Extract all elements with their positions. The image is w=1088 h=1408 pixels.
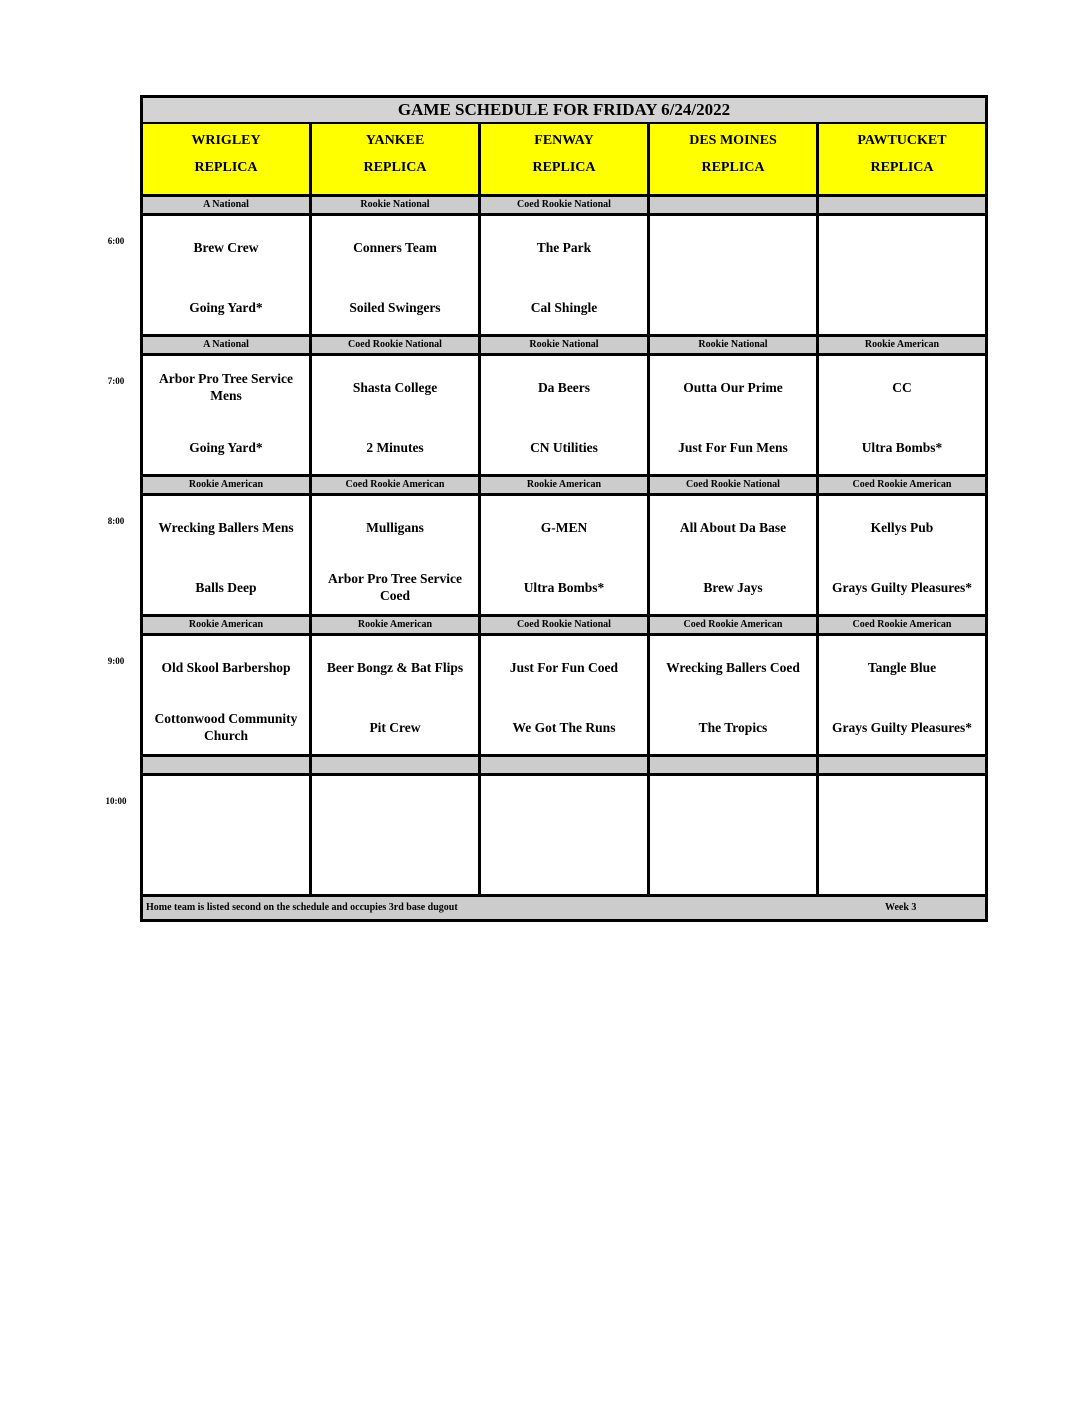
division-label: Coed Rookie National xyxy=(481,197,650,213)
time-label-10-00: 10:00 xyxy=(105,796,127,806)
field-name: WRIGLEY xyxy=(191,133,261,148)
away-team: G-MEN xyxy=(540,519,588,535)
field-name: DES MOINES xyxy=(689,133,777,148)
home-team: Grays Guilty Pleasures* xyxy=(832,719,972,735)
home-team: Arbor Pro Tree Service Coed xyxy=(327,571,463,603)
division-label: Coed Rookie American xyxy=(312,477,481,493)
home-team: Soiled Swingers xyxy=(349,299,441,315)
game-cell xyxy=(481,776,650,894)
away-team: Arbor Pro Tree Service Mens xyxy=(158,371,294,403)
home-team: Going Yard* xyxy=(189,299,263,315)
home-team: Ultra Bombs* xyxy=(861,439,943,455)
away-team: Wrecking Ballers Coed xyxy=(666,659,800,675)
away-team: Beer Bongz & Bat Flips xyxy=(326,659,464,675)
division-label: Coed Rookie American xyxy=(819,617,985,633)
field-header xyxy=(143,124,312,194)
game-cell xyxy=(143,496,312,614)
away-team: Tangle Blue xyxy=(867,659,937,675)
division-label xyxy=(312,757,481,773)
home-team: Brew Jays xyxy=(703,579,763,595)
game-cell xyxy=(481,636,650,754)
home-team: Going Yard* xyxy=(189,439,263,455)
division-label: Coed Rookie American xyxy=(650,617,819,633)
field-name: YANKEE xyxy=(365,133,425,148)
game-cell xyxy=(312,496,481,614)
game-cell xyxy=(143,776,312,894)
division-label: Rookie National xyxy=(312,197,481,213)
field-type: REPLICA xyxy=(194,160,258,175)
home-team: Ultra Bombs* xyxy=(523,579,605,595)
time-label-9-00: 9:00 xyxy=(107,656,125,666)
field-type: REPLICA xyxy=(363,160,427,175)
game-cell xyxy=(143,636,312,754)
division-label xyxy=(819,757,985,773)
game-cell xyxy=(819,216,985,334)
away-team: Conners Team xyxy=(353,239,437,255)
game-cell xyxy=(819,776,985,894)
division-label: Coed Rookie American xyxy=(819,477,985,493)
field-type: REPLICA xyxy=(870,160,934,175)
away-team: CC xyxy=(892,379,912,395)
field-header xyxy=(312,124,481,194)
field-name: PAWTUCKET xyxy=(857,133,947,148)
home-team: 2 Minutes xyxy=(366,439,424,455)
game-cell xyxy=(650,776,819,894)
division-label: Rookie National xyxy=(650,337,819,353)
game-cell xyxy=(312,216,481,334)
division-label: Rookie American xyxy=(143,617,312,633)
division-label: Rookie American xyxy=(143,477,312,493)
home-team: CN Utilities xyxy=(530,439,598,455)
away-team: Kellys Pub xyxy=(870,519,934,535)
away-team: The Park xyxy=(536,239,592,255)
division-row xyxy=(143,474,985,496)
division-label: Rookie American xyxy=(481,477,650,493)
division-label xyxy=(819,197,985,213)
away-team: Shasta College xyxy=(352,379,438,395)
time-label-7-00: 7:00 xyxy=(107,376,125,386)
home-team: Cottonwood Community Church xyxy=(154,711,298,743)
game-cell xyxy=(481,356,650,474)
game-cell xyxy=(481,216,650,334)
game-cell xyxy=(143,356,312,474)
game-cell xyxy=(312,776,481,894)
home-team: Balls Deep xyxy=(195,579,257,595)
division-label xyxy=(143,757,312,773)
away-team: Da Beers xyxy=(537,379,591,395)
home-team: The Tropics xyxy=(698,719,768,735)
field-header xyxy=(819,124,985,194)
game-cell xyxy=(312,636,481,754)
game-cell xyxy=(650,356,819,474)
division-label: Coed Rookie National xyxy=(312,337,481,353)
division-row xyxy=(143,614,985,636)
division-label: Coed Rookie National xyxy=(481,617,650,633)
home-team: Cal Shingle xyxy=(530,299,598,315)
game-cell xyxy=(819,356,985,474)
division-label: Rookie American xyxy=(312,617,481,633)
field-type: REPLICA xyxy=(701,160,765,175)
game-cell xyxy=(481,496,650,614)
week-label: Week 3 xyxy=(885,902,917,913)
away-team: Outta Our Prime xyxy=(683,379,783,395)
division-label xyxy=(481,757,650,773)
division-label xyxy=(650,197,819,213)
division-label xyxy=(650,757,819,773)
away-team: Wrecking Ballers Mens xyxy=(158,519,294,535)
field-header-row xyxy=(143,124,985,194)
division-label: A National xyxy=(143,337,312,353)
away-team: All About Da Base xyxy=(679,519,787,535)
home-team: We Got The Runs xyxy=(512,719,616,735)
time-label-8-00: 8:00 xyxy=(107,516,125,526)
away-team: Brew Crew xyxy=(193,239,259,255)
away-team: Mulligans xyxy=(366,519,424,535)
game-cell xyxy=(819,496,985,614)
game-cell xyxy=(312,356,481,474)
division-row xyxy=(143,334,985,356)
game-row xyxy=(143,356,985,474)
time-label-6-00: 6:00 xyxy=(107,236,125,246)
home-team: Grays Guilty Pleasures* xyxy=(832,579,972,595)
schedule-table xyxy=(140,95,988,922)
field-header xyxy=(650,124,819,194)
game-row xyxy=(143,496,985,614)
home-team: Just For Fun Mens xyxy=(678,439,788,455)
game-row xyxy=(143,216,985,334)
away-team: Old Skool Barbershop xyxy=(161,659,291,675)
division-label: Rookie American xyxy=(819,337,985,353)
away-team: Just For Fun Coed xyxy=(509,659,619,675)
field-type: REPLICA xyxy=(532,160,596,175)
game-cell xyxy=(650,636,819,754)
home-team: Pit Crew xyxy=(369,719,421,735)
game-cell xyxy=(650,216,819,334)
game-row xyxy=(143,636,985,754)
game-cell xyxy=(143,216,312,334)
schedule-title: GAME SCHEDULE FOR FRIDAY 6/24/2022 xyxy=(143,98,985,124)
game-cell xyxy=(650,496,819,614)
division-label: A National xyxy=(143,197,312,213)
division-row xyxy=(143,754,985,776)
field-name: FENWAY xyxy=(534,133,594,148)
division-label: Coed Rookie National xyxy=(650,477,819,493)
home-team-note: Home team is listed second on the schedule and occupies 3rd base dugout xyxy=(146,902,458,913)
game-cell xyxy=(819,636,985,754)
schedule-footer xyxy=(143,894,985,919)
division-label: Rookie National xyxy=(481,337,650,353)
game-row xyxy=(143,776,985,894)
field-header xyxy=(481,124,650,194)
division-row xyxy=(143,194,985,216)
